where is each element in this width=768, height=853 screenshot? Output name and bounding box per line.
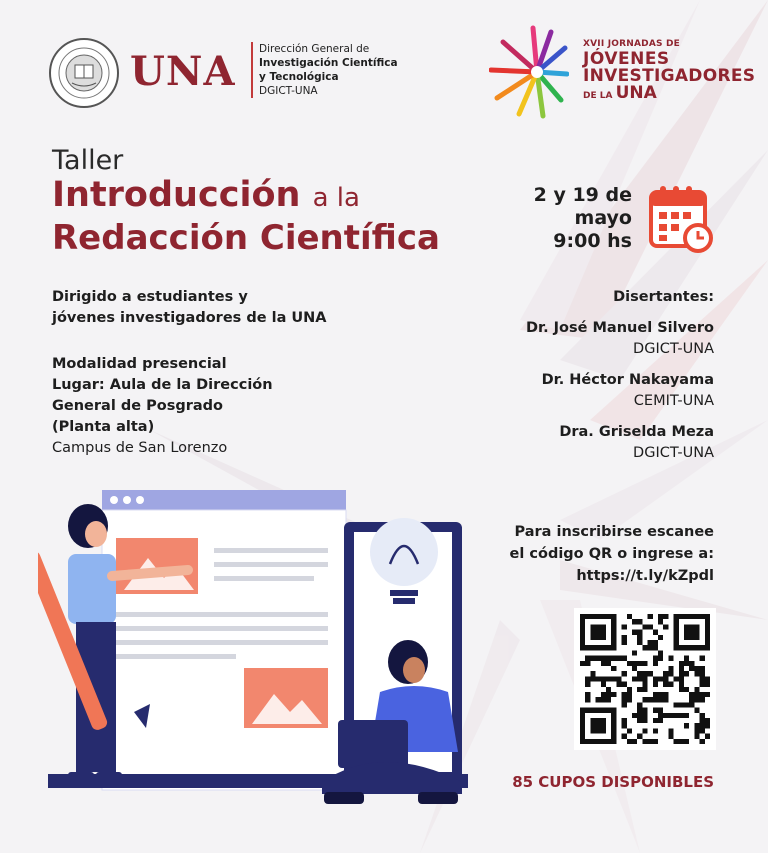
seats-available: 85 CUPOS DISPONIBLES xyxy=(512,773,714,791)
title-line-1: Introducción a la xyxy=(52,175,360,215)
writing-illustration xyxy=(38,486,478,826)
una-seal-icon xyxy=(48,37,120,109)
speaker-item: Dra. Griselda Meza DGICT-UNA xyxy=(559,424,714,461)
jornadas-logo-text: XVII JORNADAS DE JÓVENES INVESTIGADORES DE LA UNA xyxy=(583,39,756,103)
speaker-item: Dr. José Manuel Silvero DGICT-UNA xyxy=(525,320,714,357)
registration-link[interactable]: https://t.ly/kZpdl xyxy=(576,568,714,584)
una-wordmark: UNA xyxy=(130,48,236,95)
event-date: 2 y 19 de mayo 9:00 hs xyxy=(533,184,632,252)
qr-code-icon[interactable] xyxy=(574,608,716,750)
registration-info: Para inscribirse escanee el código QR o ingrese a: https://t.ly/kZpdl xyxy=(454,521,714,587)
speakers-list xyxy=(434,287,714,474)
calendar-clock-icon xyxy=(648,184,714,254)
speaker-item: Dr. Héctor Nakayama CEMIT-UNA xyxy=(541,372,714,409)
title-line-2: Redacción Científica xyxy=(52,218,440,258)
audience-text: Dirigido a estudiantes y jóvenes investigadores de la UNA xyxy=(52,289,327,326)
venue-info: Modalidad presencial Lugar: Aula de la Dirección General de Posgrado (Planta alta) Campus de San Lorenzo xyxy=(52,356,273,456)
speakers-heading: Disertantes: xyxy=(613,289,714,305)
qr-code-graphic xyxy=(580,614,710,744)
title-kicker: Taller xyxy=(52,145,124,176)
jornadas-burst-icon xyxy=(489,24,569,120)
dgict-logo-text: Dirección General de Investigación Científica y Tecnológica DGICT-UNA xyxy=(251,42,401,98)
